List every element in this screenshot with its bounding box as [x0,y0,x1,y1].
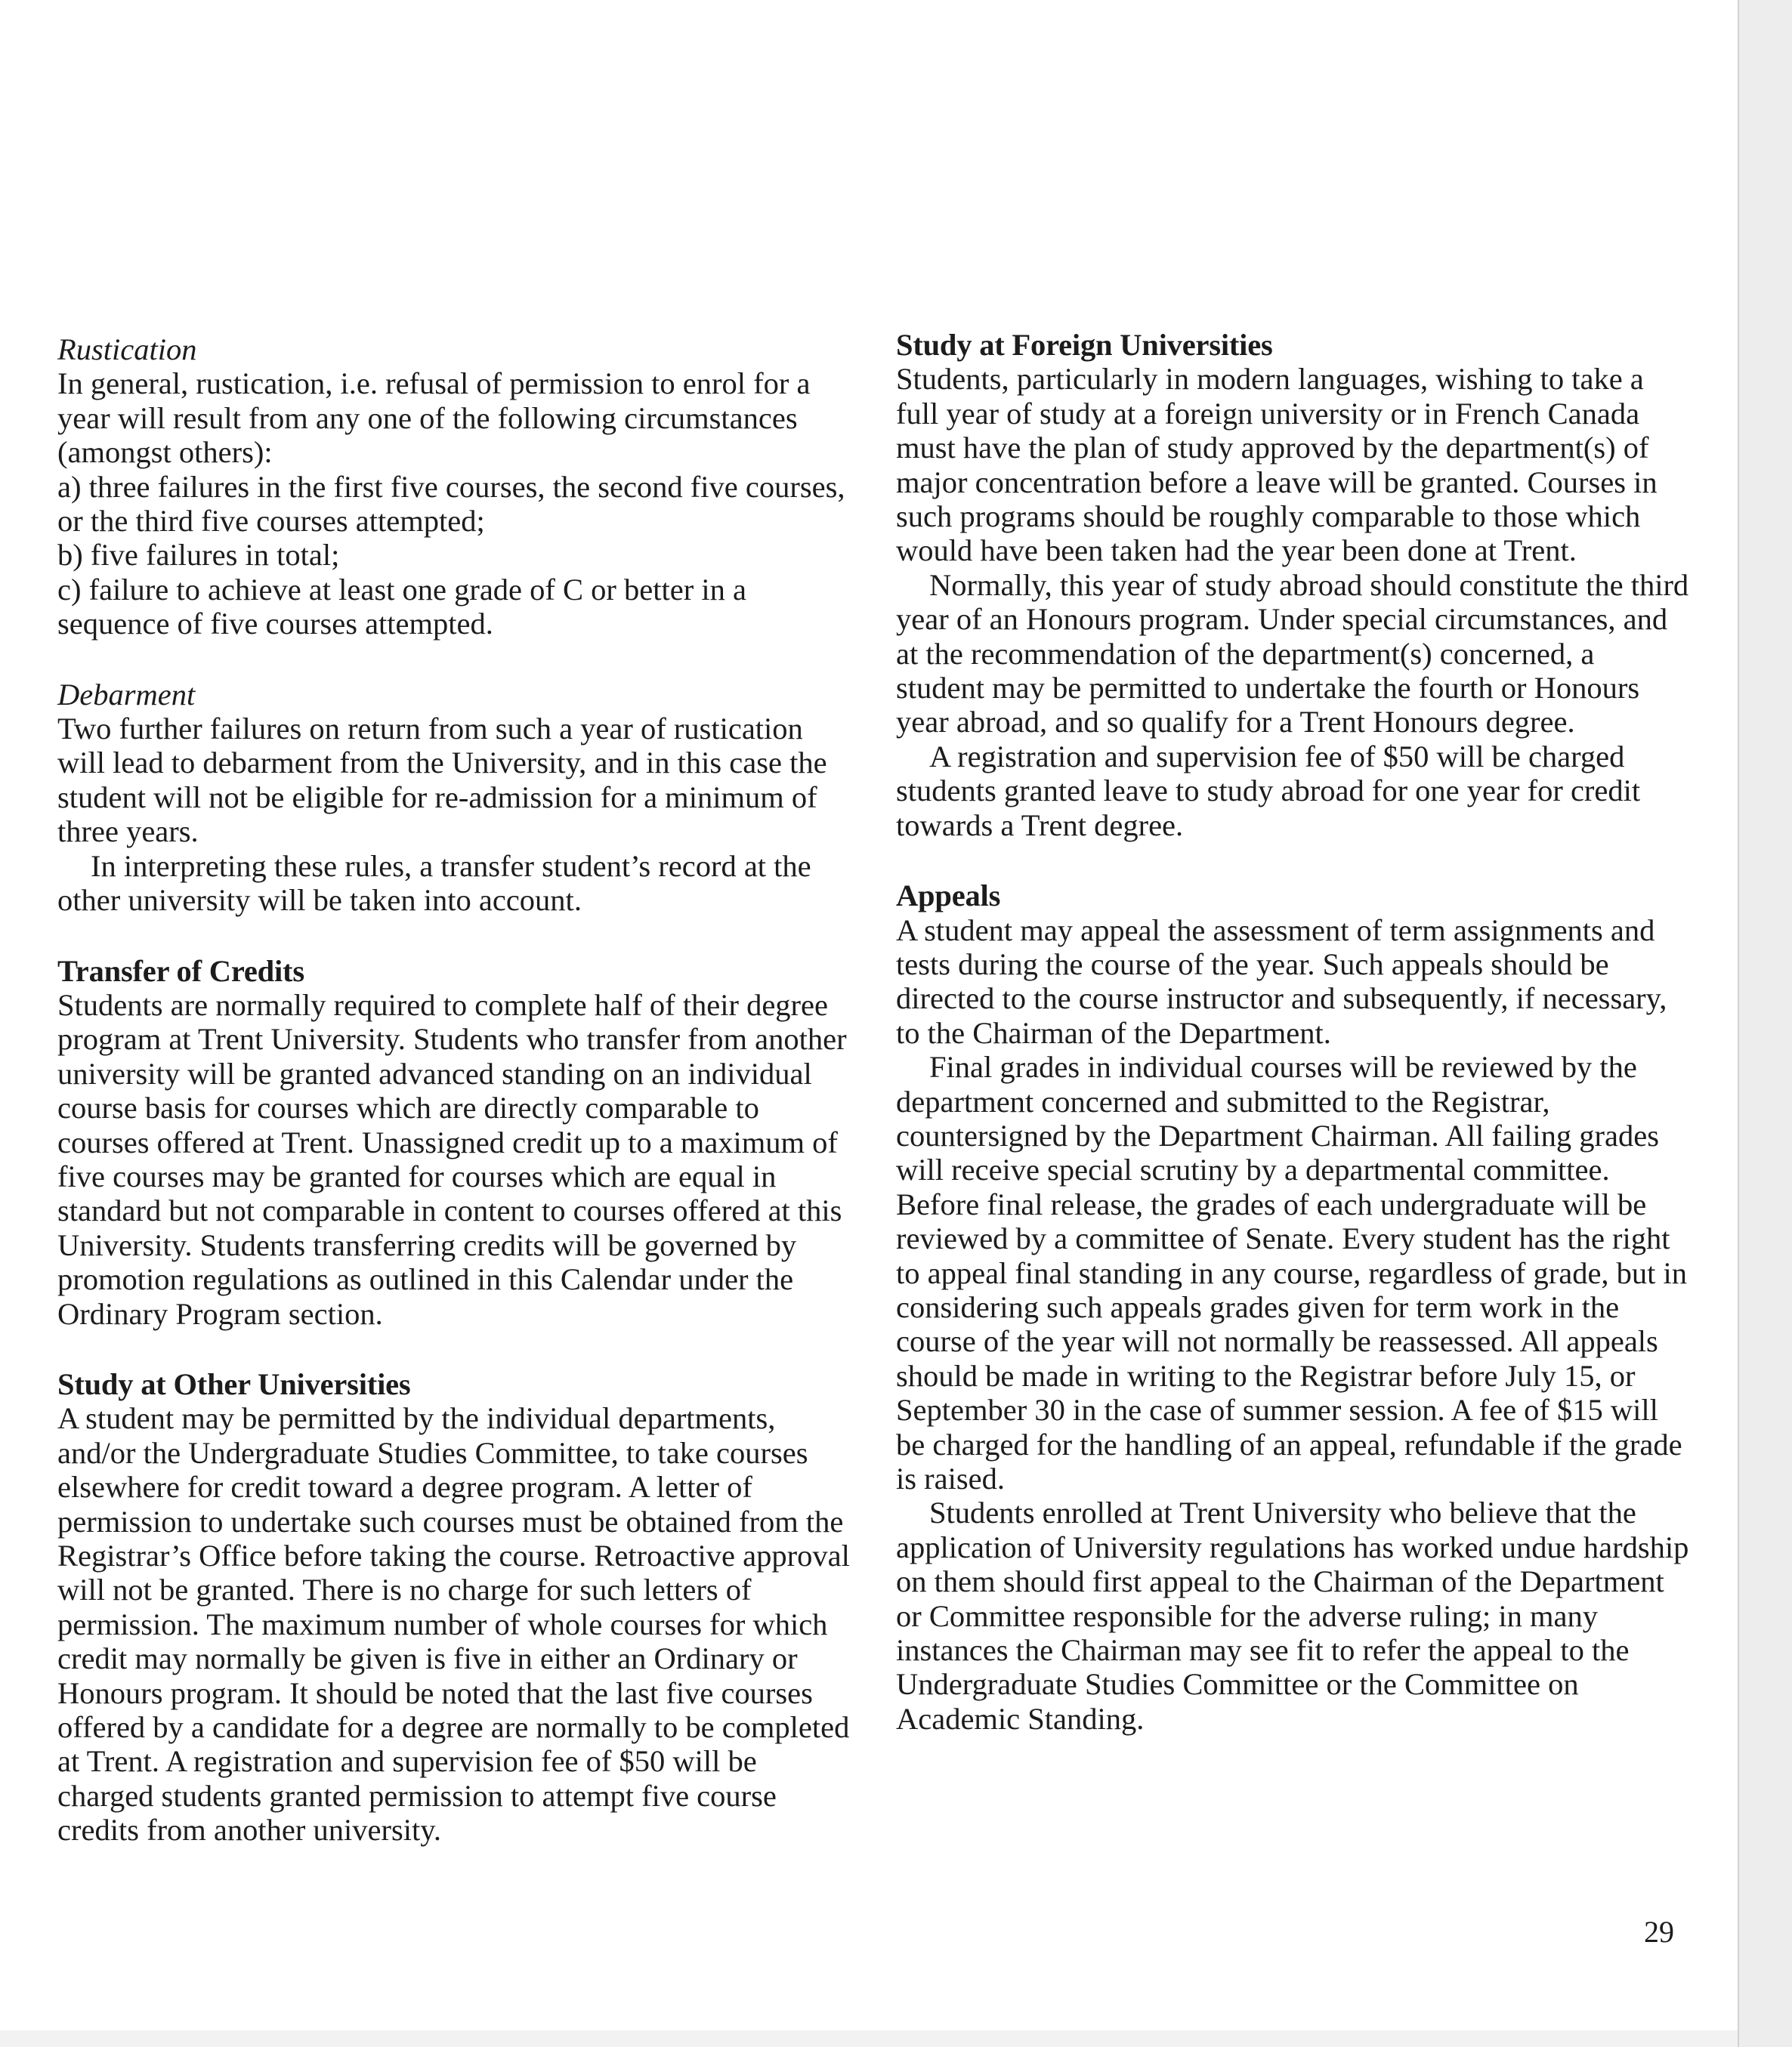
section-rustication [57,332,851,641]
appeals-paragraph-1: A student may appeal the assessment of term assignments and tests during the course of the year. Such appeals should be directed to the course instructor and subsequently, if necessary, to the Chairman of the Department. [896,912,1667,1050]
foreign-universities-paragraph-1: Students, particularly in modern languages, wishing to take a full year of study at a foreign university or in French Canada must have the plan of study approved by the department(s) of major concentration before a leave will be granted. Courses in such programs should be roughly comparable to those which would have been taken had the year been done at Trent. [896,362,1658,568]
appeals-paragraph-2: Final grades in individual courses will be reviewed by the department concerned and submitted to the Registrar, countersigned by the Department Chairman. All failing grades will receive special scrutiny by a departmental committee. Before final release, the grades of each undergraduate will be reviewed by a committee of Senate. Every student has the right to appeal final standing in any course, regardless of grade, but in considering such appeals grades given for term work in the course of the year will not normally be reassessed. All appeals should be made in writing to the Registrar before July 15, or September 30 in the case of summer session. A fee of $15 will be charged for the handling of an appeal, refundable if the grade is raised. [896,1050,1688,1496]
page-bottom-edge [0,2030,1738,2047]
section-transfer-of-credits [57,954,851,1331]
rustication-item-b: b) five failures in total; [57,538,340,573]
foreign-universities-paragraph-2: Normally, this year of study abroad should constitute the third year of an Honours program. Under special circumstances, and at the recommendation of the department(s) concerned, a student may be permitted to undertake the fourth or Honours year abroad, and so qualify for a Trent Honours degree. [896,567,1689,739]
page-edge-shadow [1738,0,1792,2047]
section-study-foreign-universities [896,328,1689,842]
other-universities-heading: Study at Other Universities [57,1366,411,1401]
section-study-other-universities [57,1367,851,1848]
left-column [57,332,851,1884]
section-appeals [896,878,1689,1736]
debarment-paragraph-1: Two further failures on return from such a year of rustication will lead to debarment from the University, and in this case the student will not be eligible for re-admission for a minimum of three years. [57,712,827,849]
foreign-universities-heading: Study at Foreign Universities [896,328,1273,362]
rustication-intro: In general, rustication, i.e. refusal of permission to enrol for a year will result from any one of the following circumstances (amongst others): [57,366,811,470]
debarment-paragraph-2: In interpreting these rules, a transfer student’s record at the other university will be taken into account. [57,848,811,918]
rustication-item-a: a) three failures in the first five courses, the second five courses, or the third five courses attempted; [57,469,845,539]
transfer-paragraph-1: Students are normally required to complete half of their degree program at Trent University. Students who transfer from another university will be granted advanced standing on an individual course basis for courses which are directly comparable to courses offered at Trent. Unassigned credit up to a maximum of five courses may be granted for courses which are equal in standard but not comparable in content to courses offered at this University. Students transferring credits will be governed by promotion regulations as outlined in this Calendar under the Ordinary Program section. [57,987,847,1331]
debarment-heading: Debarment [57,677,196,712]
appeals-paragraph-3: Students enrolled at Trent University who believe that the application of University regulations has worked undue hardship on them should first appeal to the Chairman of the Department or Committee responsible for the adverse ruling; in many instances the Chairman may see fit to refer the appeal to the Undergraduate Studies Committee or the Committee on Academic Standing. [896,1496,1689,1736]
other-universities-paragraph-1: A student may be permitted by the individual departments, and/or the Undergraduate Studies Committee, to take courses elsewhere for credit toward a degree program. A letter of permission to undertake such courses must be obtained from the Registrar’s Office before taking the course. Retroactive approval will not be granted. There is no charge for such letters of permission. The maximum number of whole courses for which credit may normally be given is five in either an Ordinary or Honours program. It should be noted that the last five courses offered by a candidate for a degree are normally to be completed at Trent. A registration and supervision fee of $50 will be charged students granted permission to attempt five course credits from another university. [57,1401,850,1848]
page-number: 29 [1644,1915,1674,1949]
rustication-heading: Rustication [57,332,197,366]
section-debarment [57,678,851,918]
appeals-heading: Appeals [896,878,1001,913]
right-column [896,328,1689,1772]
rustication-item-c: c) failure to achieve at least one grade of C or better in a sequence of five courses attempted. [57,572,746,641]
foreign-universities-paragraph-3: A registration and supervision fee of $50 will be charged students granted leave to study abroad for one year for credit towards a Trent degree. [896,739,1641,842]
transfer-heading: Transfer of Credits [57,953,304,988]
